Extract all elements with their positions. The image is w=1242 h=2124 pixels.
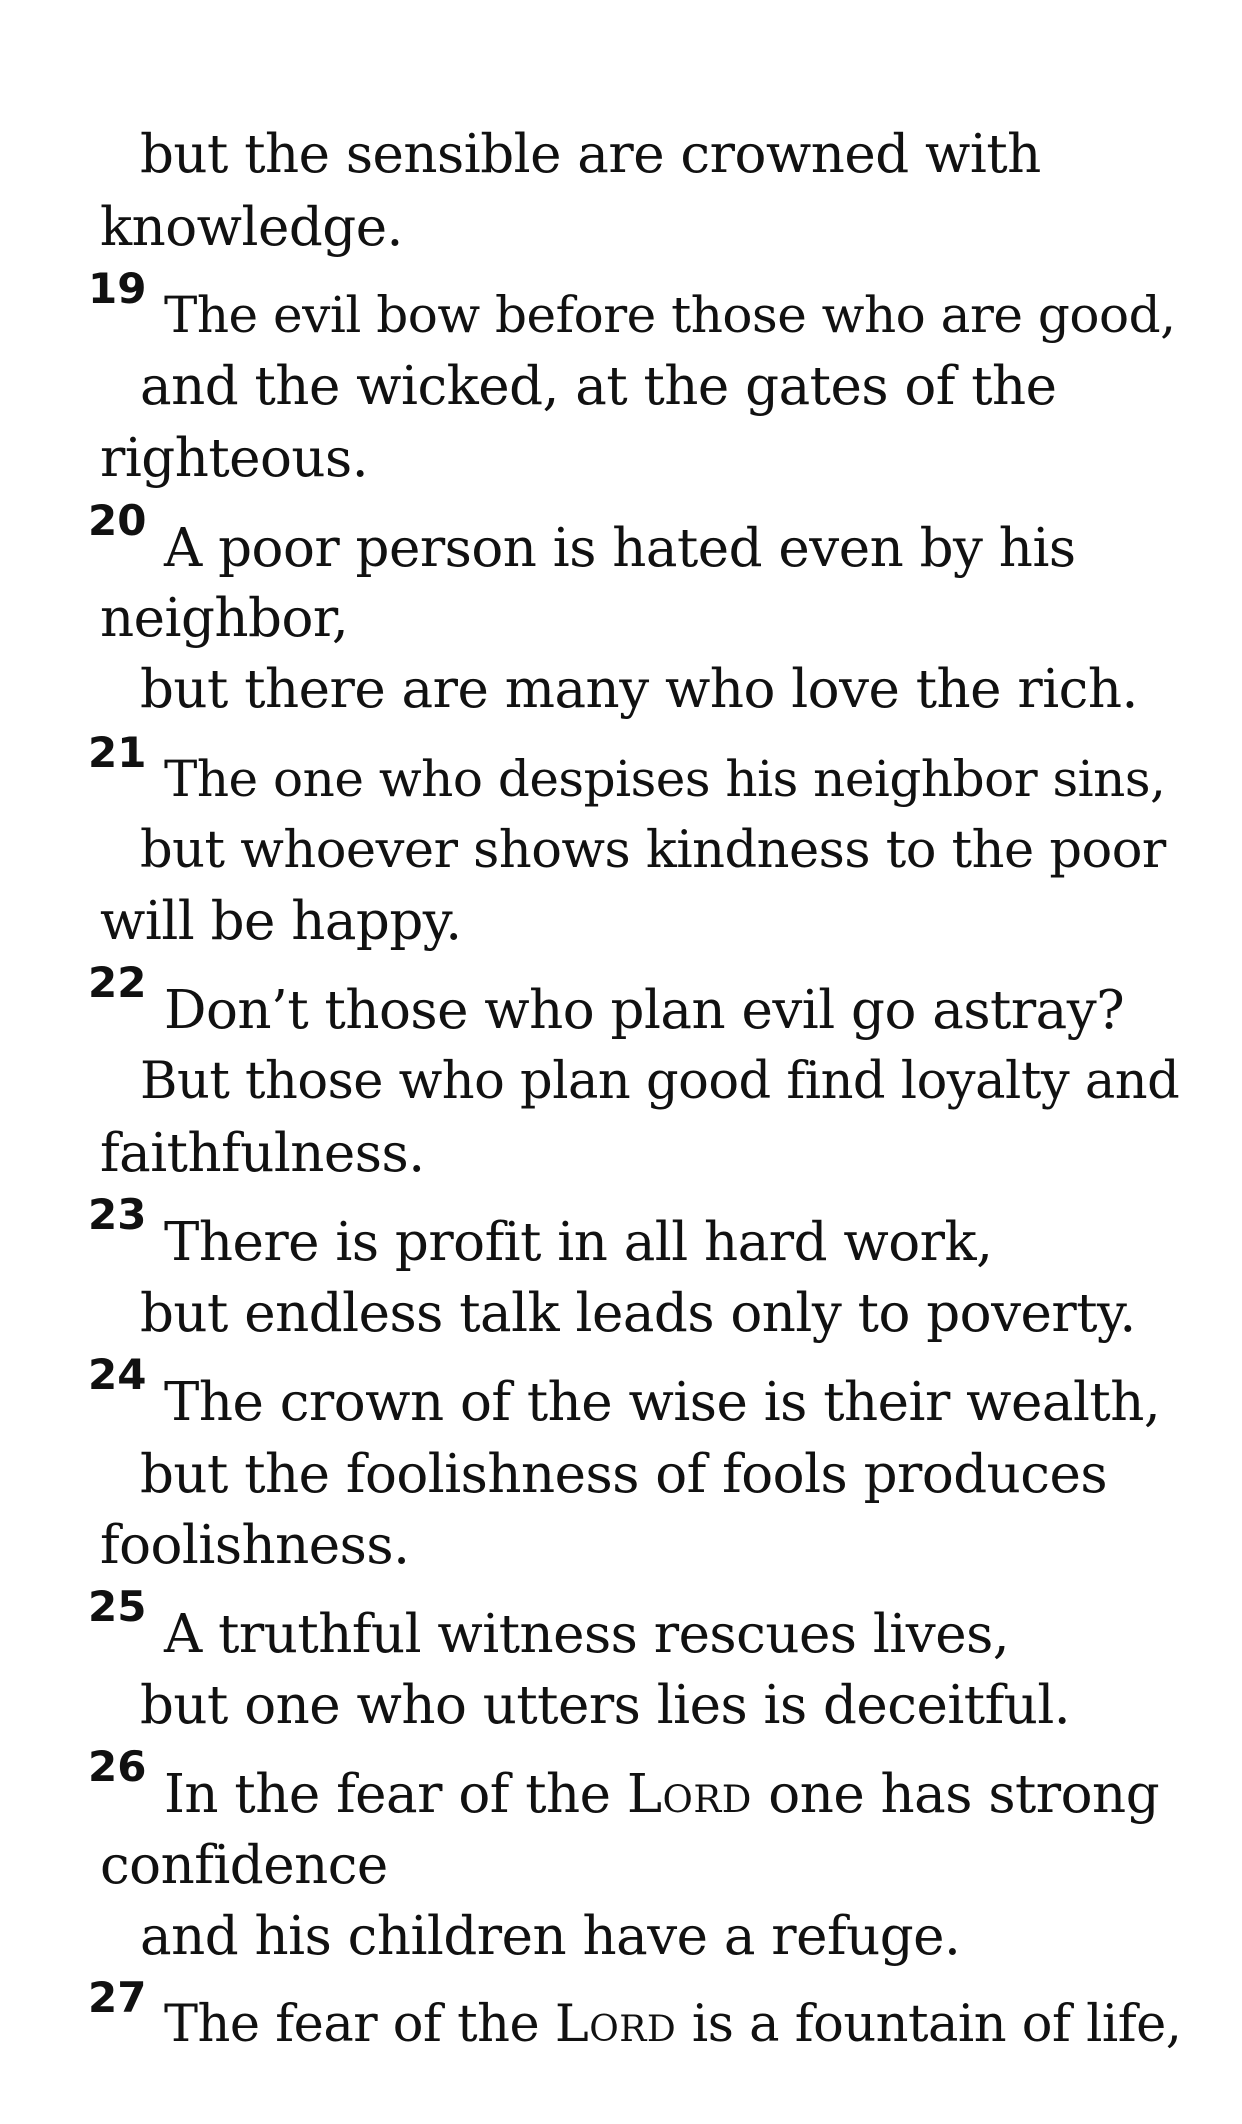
verse-20-line: A poor person is hated even by his [164,518,1076,579]
verse-22-line: Don’t those who plan evil go astray? [164,980,1125,1041]
verse-number: 22 [88,958,147,1007]
verse-26-line: and his children have a refuge. [140,1906,961,1967]
verse-number: 26 [88,1742,147,1791]
verse-text: The fear of the [164,1995,540,2054]
verse-19-line: The evil bow before those who are good, [164,286,1176,344]
verse-24-line: foolishness. [100,1515,410,1576]
verse-number: 23 [88,1190,147,1239]
verse-21-line: The one who despises his neighbor sins, [164,750,1166,808]
verse-text: is a fountain of life, [691,1995,1182,2054]
divine-name-lord: Lord [626,1764,752,1825]
verse-26-line: confidence [100,1835,388,1896]
verse-number: 19 [88,264,147,313]
divine-name-lord: Lord [554,1995,677,2054]
verse-23-line: but endless talk leads only to poverty. [140,1283,1136,1344]
verse-20-line: but there are many who love the rich. [140,659,1138,720]
verse-26-line [164,1764,1160,1825]
verse-24-line: The crown of the wise is their wealth, [164,1372,1161,1433]
verse-23-line: There is profit in all hard work, [164,1212,993,1273]
verse-number: 24 [88,1350,147,1399]
verse-25-line: A truthful witness rescues lives, [164,1604,1010,1665]
verse-number: 25 [88,1582,147,1631]
verse-number: 20 [88,496,147,545]
verse-number: 21 [88,728,147,777]
verse-20-line: neighbor, [100,588,349,649]
verse-text: In the fear of the [164,1764,611,1825]
verse-22-line: faithfulness. [100,1123,425,1184]
verse-19-line: and the wicked, at the gates of the [140,356,1057,417]
verse-24-line: but the foolishness of fools produces [140,1444,1108,1505]
verse-21-line: but whoever shows kindness to the poor [140,821,1166,880]
verse-text: one has strong [768,1764,1160,1825]
verse-number: 27 [88,1973,147,2022]
verse-22-line: But those who plan good find loyalty and [140,1052,1180,1111]
verse-25-line: but one who utters lies is deceitful. [140,1675,1071,1736]
verse-27-line [164,1995,1182,2054]
verse-19-line: righteous. [100,428,369,489]
verse-18-line: but the sensible are crowned with [140,124,1041,185]
verse-21-line: will be happy. [100,891,462,952]
verse-18-line: knowledge. [100,197,403,258]
